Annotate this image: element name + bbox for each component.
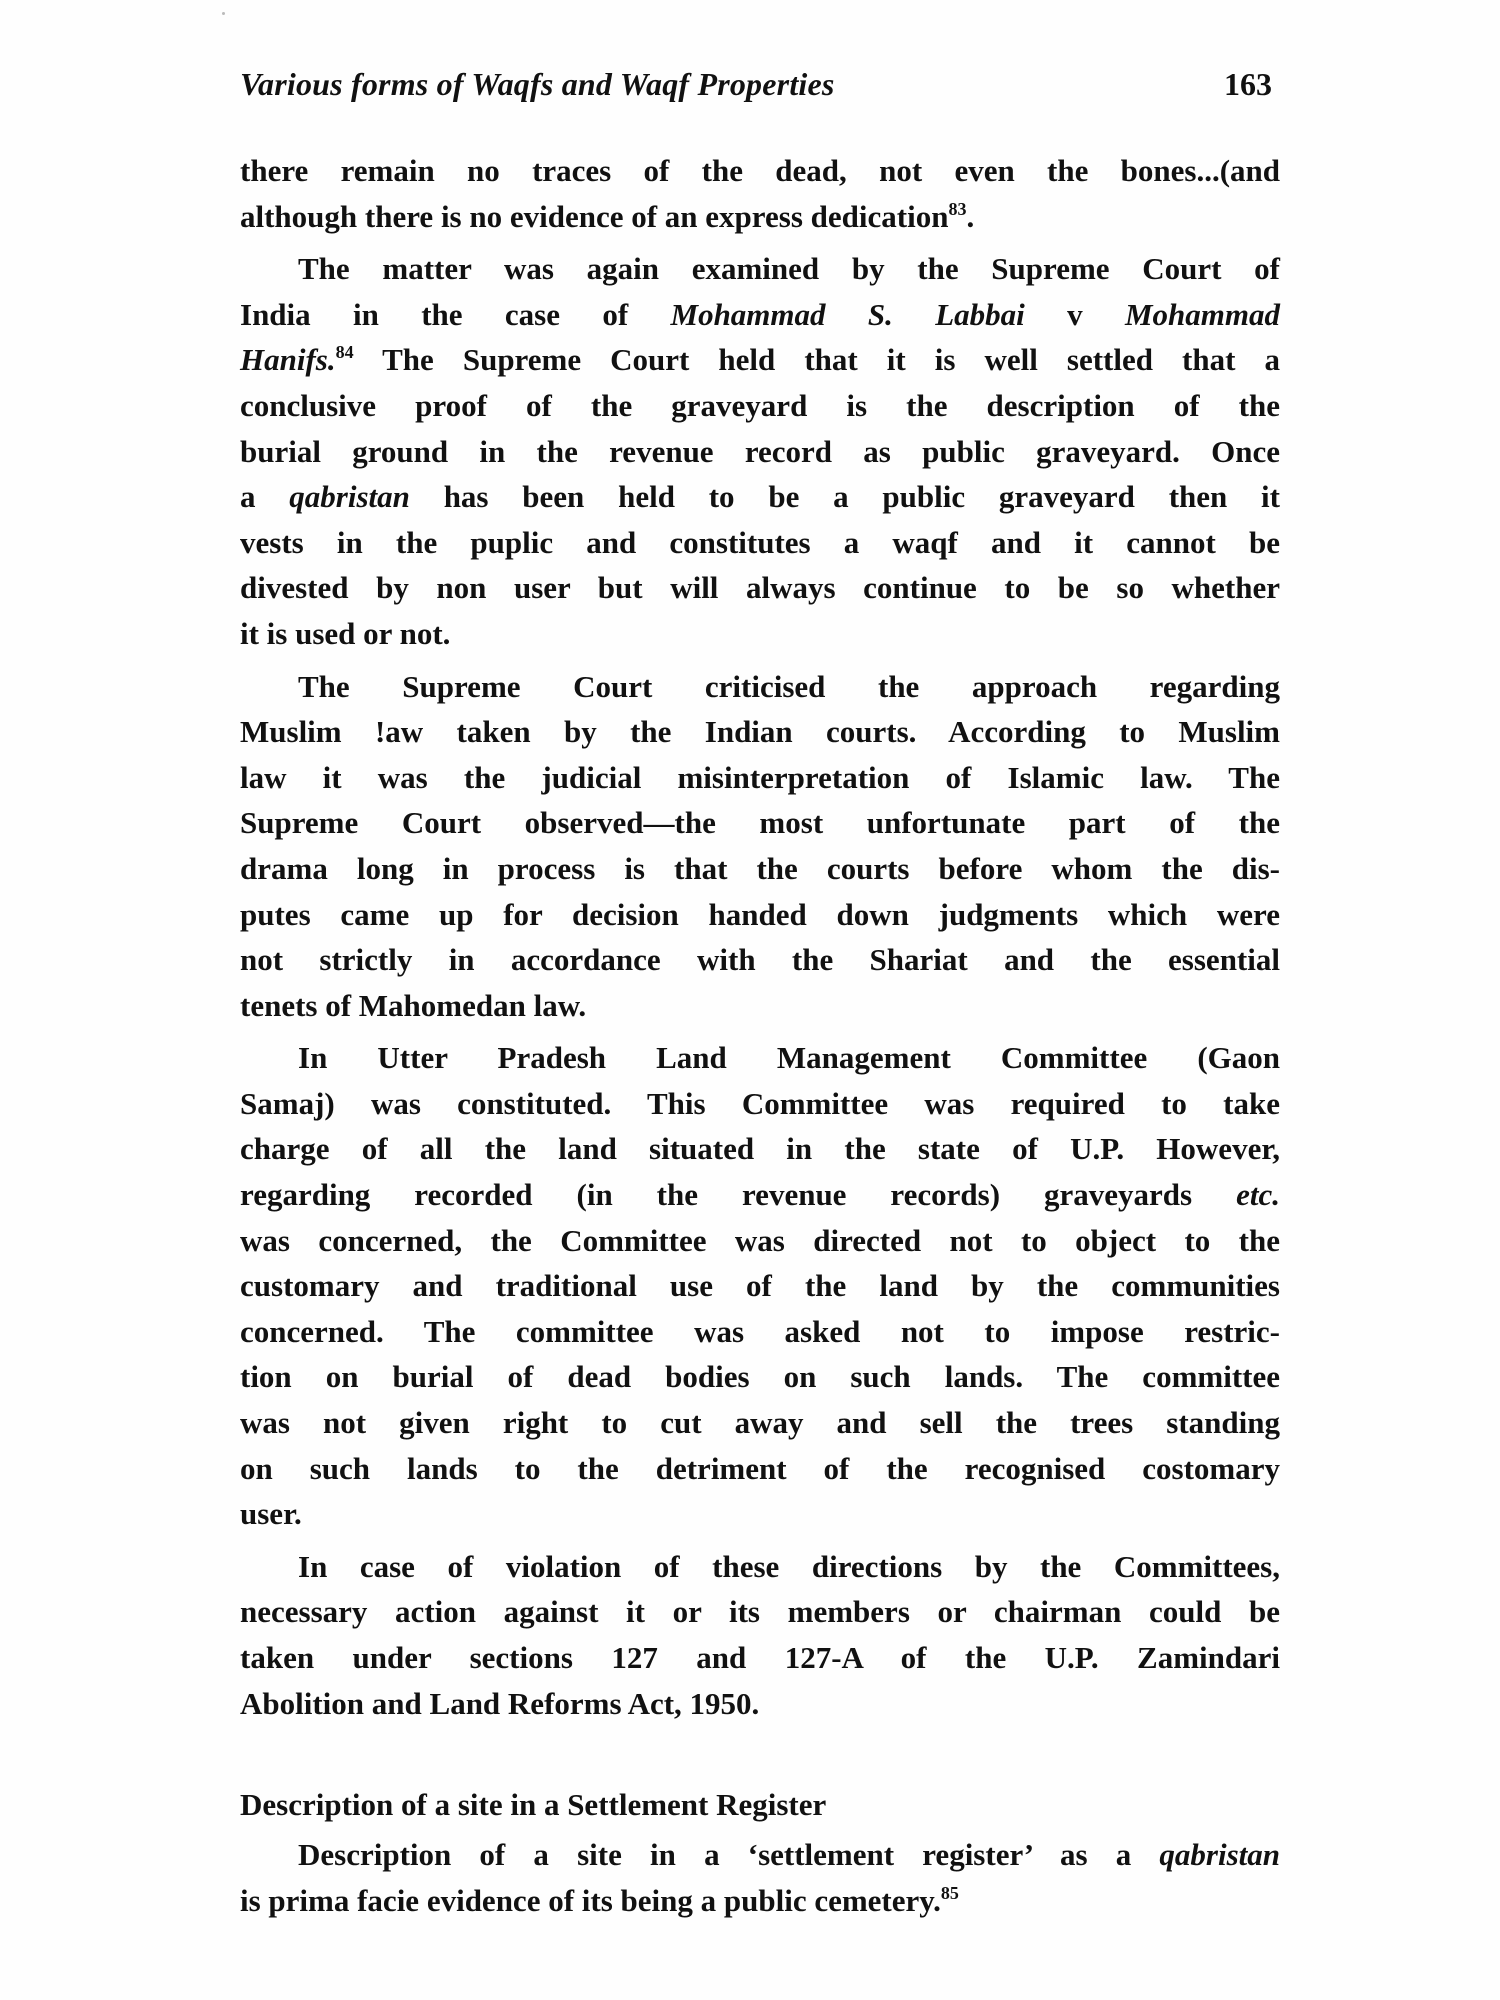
- text-line: The matter was again examined by the Supreme Court of: [298, 251, 1280, 287]
- text-fragment: .: [966, 198, 975, 234]
- text-line: there remain no traces of the dead, not even the bones...(and: [240, 153, 1280, 188]
- text-line: [240, 1172, 1280, 1218]
- text-line: In Utter Pradesh Land Management Committee (Gaon: [298, 1040, 1280, 1076]
- text-line: was not given right to cut away and sell the trees standing: [240, 1405, 1280, 1441]
- text-fragment: Description of a site in a ‘settlement register’ as a: [298, 1837, 1160, 1872]
- running-header: [240, 66, 1280, 110]
- term-qabristan: qabristan: [1159, 1837, 1280, 1872]
- text-line: customary and traditional use of the land by the communities: [240, 1268, 1280, 1304]
- text-fragment: The Supreme Court held that it is well settled that a: [353, 342, 1280, 378]
- text-line: vests in the puplic and constitutes a waqf and it cannot be: [240, 524, 1280, 560]
- paragraph: [240, 1832, 1280, 1923]
- text-line: [240, 474, 1280, 520]
- scan-speck: [222, 12, 225, 15]
- text-fragment: has been held to be a public graveyard then it: [409, 479, 1280, 515]
- text-line: [240, 292, 1280, 338]
- text-fragment: a: [240, 479, 290, 515]
- paragraph-criticism: [240, 664, 1280, 1029]
- page-number: 163: [1224, 66, 1272, 102]
- term-qabristan: qabristan: [289, 479, 410, 515]
- term-etc: etc.: [1236, 1177, 1280, 1213]
- text-line: user.: [240, 1496, 302, 1532]
- footnote-ref[interactable]: 84: [335, 342, 354, 363]
- text-fragment: regarding recorded (in the revenue records) graveyards: [240, 1177, 1237, 1213]
- text-line: tenets of Mahomedan law.: [240, 987, 587, 1023]
- text-line: [240, 1832, 1280, 1878]
- text-line: [240, 1878, 1280, 1924]
- text-line: tion on burial of dead bodies on such lands. The committee: [240, 1359, 1280, 1395]
- text-line: [240, 337, 1280, 383]
- text-line: on such lands to the detriment of the recognised costomary: [240, 1450, 1280, 1486]
- case-name: Hanifs.: [240, 342, 336, 378]
- footnote-ref[interactable]: 85: [940, 1882, 959, 1903]
- text-fragment: although there is no evidence of an express dedication: [240, 198, 949, 234]
- text-line: charge of all the land situated in the state of U.P. However,: [240, 1131, 1280, 1167]
- text-line: taken under sections 127 and 127-A of the U.P. Zamindari: [240, 1640, 1280, 1675]
- footnote-ref[interactable]: 83: [948, 198, 967, 219]
- text-line: concerned. The committee was asked not to impose restric-: [240, 1313, 1280, 1349]
- text-line: it is used or not.: [240, 615, 451, 651]
- text-fragment: India in the case of: [240, 296, 671, 332]
- paragraph-violation: [240, 1544, 1280, 1726]
- text-line: [240, 194, 1280, 240]
- text-line: drama long in process is that the courts before whom the dis-: [240, 850, 1280, 886]
- running-title: Various forms of Waqfs and Waqf Properties: [240, 66, 835, 102]
- text-line: necessary action against it or its members or chairman could be: [240, 1594, 1280, 1630]
- text-line: Supreme Court observed—the most unfortunate part of the: [240, 805, 1280, 841]
- body-text: [240, 148, 1280, 1733]
- text-line: was concerned, the Committee was directed not to object to the: [240, 1222, 1280, 1258]
- text-line: Samaj) was constituted. This Committee was required to take: [240, 1085, 1280, 1121]
- paragraph-supreme-court-labbai: [240, 246, 1280, 656]
- text-fragment: is prima facie evidence of its being a public cemetery.: [240, 1882, 941, 1918]
- case-name: Mohammad: [1124, 296, 1281, 332]
- text-line: Muslim !aw taken by the Indian courts. According to Muslim: [240, 714, 1280, 750]
- text-line: putes came up for decision handed down judgments which were: [240, 896, 1280, 932]
- text-line: Abolition and Land Reforms Act, 1950.: [240, 1685, 760, 1721]
- paragraph-continuation: [240, 148, 1280, 239]
- case-name: Mohammad S. Labbai: [670, 296, 1025, 332]
- text-line: law it was the judicial misinterpretation of Islamic law. The: [240, 759, 1280, 795]
- text-line: In case of violation of these directions by the Committees,: [298, 1548, 1280, 1584]
- paragraph-settlement-register: [240, 1832, 1280, 1923]
- text-line: The Supreme Court criticised the approach regarding: [298, 668, 1280, 704]
- text-line: conclusive proof of the graveyard is the description of the: [240, 387, 1280, 423]
- paragraph-up-land-management: [240, 1035, 1280, 1537]
- section-heading: Description of a site in a Settlement Register: [240, 1787, 827, 1822]
- text-line: not strictly in accordance with the Shariat and the essential: [240, 942, 1280, 978]
- text-line: burial ground in the revenue record as public graveyard. Once: [240, 433, 1280, 469]
- text-fragment: v: [1024, 296, 1125, 332]
- text-line: divested by non user but will always continue to be so whether: [240, 570, 1280, 606]
